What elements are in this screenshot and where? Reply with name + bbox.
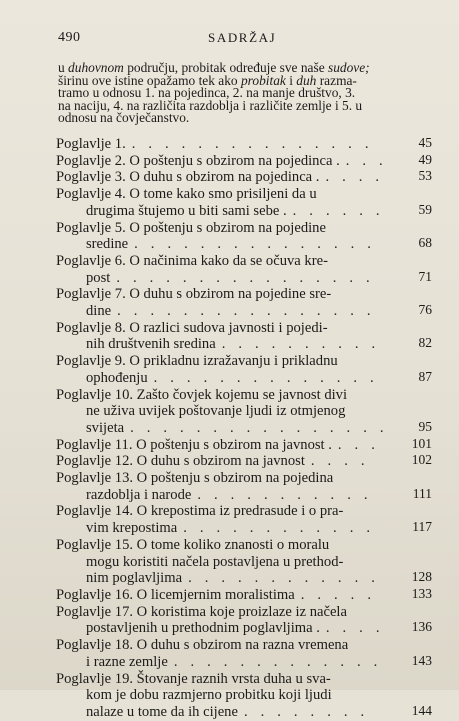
intro-emphasis: duhovnom: [68, 60, 124, 75]
toc-page-number: 144: [411, 702, 432, 718]
toc-entry-continuation: svijeta: [86, 419, 125, 436]
toc-entry-title: Poglavlje 3. O duhu s obzirom na pojedinca .: [56, 169, 320, 186]
intro-text: širinu ove istine opažamo tek ako: [58, 72, 241, 88]
toc-entry-continuation: i razne zemlje: [86, 653, 168, 670]
toc-entry-title: Poglavlje 16. O licemjernim moralistima: [56, 586, 295, 603]
toc-entry: [56, 437, 432, 454]
toc-entry-title: Poglavlje 9. O prikladnu izražavanju i prikladnu: [56, 353, 338, 370]
toc-entry-title: Poglavlje 6. O načinima kako da se očuva kre-: [56, 252, 328, 269]
toc-entry: [56, 604, 432, 637]
toc-entry-title: Poglavlje 13. O poštenju s obzirom na pojedina: [56, 470, 334, 487]
leader-dots: ................: [116, 269, 383, 286]
intro-text: u: [58, 60, 69, 75]
toc-page-number: 117: [412, 519, 432, 535]
toc-entry-continuation: postavljenih u prethodnim poglavljima .: [86, 620, 320, 637]
toc-page-number: 76: [418, 302, 432, 318]
leader-dots: ............: [183, 520, 383, 537]
toc-entry-continuation: kom je dobu razmjerno probitku koji ljudi: [86, 687, 332, 704]
toc-page-number: 59: [418, 201, 432, 217]
toc-entry: [56, 587, 432, 604]
leader-dots: ....: [325, 620, 393, 637]
intro-text: i: [285, 72, 297, 88]
toc-page-number: 95: [418, 418, 432, 434]
toc-entry-continuation: nih društvenih sredina: [86, 336, 216, 353]
intro-emphasis: sudove;: [328, 60, 370, 75]
toc-entry-continuation: nalaze u tome da ih cijene: [86, 703, 238, 720]
toc-entry-title: Poglavlje 8. O razlici sudova javnosti i pojedi-: [56, 319, 328, 336]
leader-dots: ....: [325, 169, 393, 186]
leader-dots: .....: [300, 586, 384, 603]
intro-text: na naciju, 4. na različita razdoblja i različite zemlje i 5. u: [58, 97, 363, 113]
toc-entry-continuation: post: [86, 269, 111, 286]
toc-page-number: 133: [411, 585, 432, 601]
toc-page-number: 143: [411, 652, 432, 668]
intro-text: razma-: [316, 72, 357, 88]
toc-page-number: 111: [412, 485, 432, 501]
leader-dots: .............: [173, 653, 391, 670]
toc-entry-title: Poglavlje 18. O duhu s obzirom na razna vremena: [56, 637, 349, 654]
toc-page-number: 87: [418, 368, 432, 384]
toc-entry-title: Poglavlje 4. O tome kako smo prisiljeni da u: [56, 186, 317, 203]
page-number: 490: [58, 30, 81, 45]
toc-page-number: 53: [418, 168, 432, 184]
toc-entry-continuation: ophođenju: [86, 369, 148, 386]
toc-entry: [56, 286, 432, 319]
toc-entry: [56, 253, 432, 286]
toc-entry-title: Poglavlje 7. O duhu s obzirom na pojedine sre-: [56, 286, 332, 303]
toc-entry: [56, 503, 432, 536]
toc-page-number: 82: [418, 335, 432, 351]
page-header: [58, 30, 429, 48]
toc-entry-continuation: razdoblja i narode: [86, 486, 192, 503]
leader-dots: ..............: [153, 369, 387, 386]
toc-entry-title: Poglavlje 17. O koristima koje proizlaze iz načela: [56, 603, 347, 620]
toc-entry: [56, 320, 432, 353]
toc-page-number: 45: [418, 135, 432, 150]
leader-dots: ...........: [197, 486, 381, 503]
intro-paragraph: [58, 62, 426, 125]
leader-dots: ............: [188, 570, 388, 587]
leader-dots: ..........: [221, 336, 389, 353]
toc-entry-title: Poglavlje 15. O tome koliko znanosti o moralu: [56, 536, 330, 553]
toc-entry: [56, 169, 432, 186]
toc-entry: [56, 153, 432, 170]
toc-entry-title: Poglavlje 5. O poštenju s obzirom na pojedine: [56, 219, 326, 236]
toc-entry-continuation: vim krepostima: [86, 520, 178, 537]
toc-page-number: 128: [411, 569, 432, 585]
toc-entry-continuation: nim poglavljima: [86, 570, 183, 587]
toc-entry-title: Poglavlje 19. Štovanje raznih vrsta duha u sva-: [56, 670, 331, 687]
toc-entry-title: Poglavlje 11. O poštenju s obzirom na javnost .: [56, 436, 332, 453]
intro-line: [58, 112, 426, 125]
toc-entry-continuation: sredine: [86, 236, 129, 253]
toc-entry-title: Poglavlje 14. O krepostima iz predrasude i o pra-: [56, 503, 344, 520]
toc-page-number: 68: [418, 235, 432, 251]
toc-entry: [56, 671, 432, 721]
toc-page-number: 136: [411, 619, 432, 635]
toc-entry-continuation: dine: [86, 303, 112, 320]
leader-dots: ......: [292, 202, 393, 219]
toc-entry-continuation: mogu koristiti načela postavljena u prethod-: [86, 553, 344, 570]
leader-dots: ...............: [134, 236, 384, 253]
toc-entry: [56, 186, 432, 219]
leader-dots: ................: [117, 303, 384, 320]
intro-emphasis: probitak: [240, 72, 286, 88]
toc-entry: [56, 136, 432, 153]
intro-text: odnosu na čovječanstvo.: [58, 110, 190, 126]
leader-dots: ................: [130, 419, 397, 436]
intro-emphasis: duh: [296, 72, 317, 88]
toc-entry: [56, 470, 432, 503]
leader-dots: ........: [243, 703, 378, 720]
toc-entry-title: Poglavlje 1.: [56, 136, 126, 152]
toc-page-number: 49: [418, 151, 432, 167]
running-title: SADRŽAJ: [208, 30, 277, 45]
toc-entry: [56, 353, 432, 386]
toc-entry: [56, 537, 432, 587]
toc-entry-title: Poglavlje 12. O duhu s obzirom na javnost: [56, 453, 305, 470]
toc-entry: [56, 220, 432, 253]
toc-entry-title: Poglavlje 2. O poštenju s obzirom na pojedinca .: [56, 152, 340, 169]
toc-page-number: 71: [418, 268, 432, 284]
intro-text: području, probitak određuje sve naše: [123, 60, 328, 75]
toc-page-number: 101: [411, 435, 432, 451]
toc-entry: [56, 637, 432, 670]
leader-dots: ...: [345, 152, 396, 169]
toc-entry-title: Poglavlje 10. Zašto čovjek kojemu se javnost divi: [56, 386, 348, 403]
toc-entry: [56, 453, 432, 470]
intro-text: tramo u odnosu 1. na pojedinca, 2. na manje društvo, 3.: [58, 85, 356, 101]
toc-page-number: 102: [411, 452, 432, 468]
leader-dots: ....: [310, 453, 378, 470]
table-of-contents: [56, 136, 432, 721]
leader-dots: ...............: [131, 136, 382, 152]
leader-dots: ...: [337, 436, 388, 453]
toc-entry-continuation: drugima štujemo u biti sami sebe .: [86, 202, 287, 219]
toc-entry-continuation: ne uživa uvijek poštovanje ljudi iz otmjenog: [86, 403, 346, 420]
toc-entry: [56, 387, 432, 437]
